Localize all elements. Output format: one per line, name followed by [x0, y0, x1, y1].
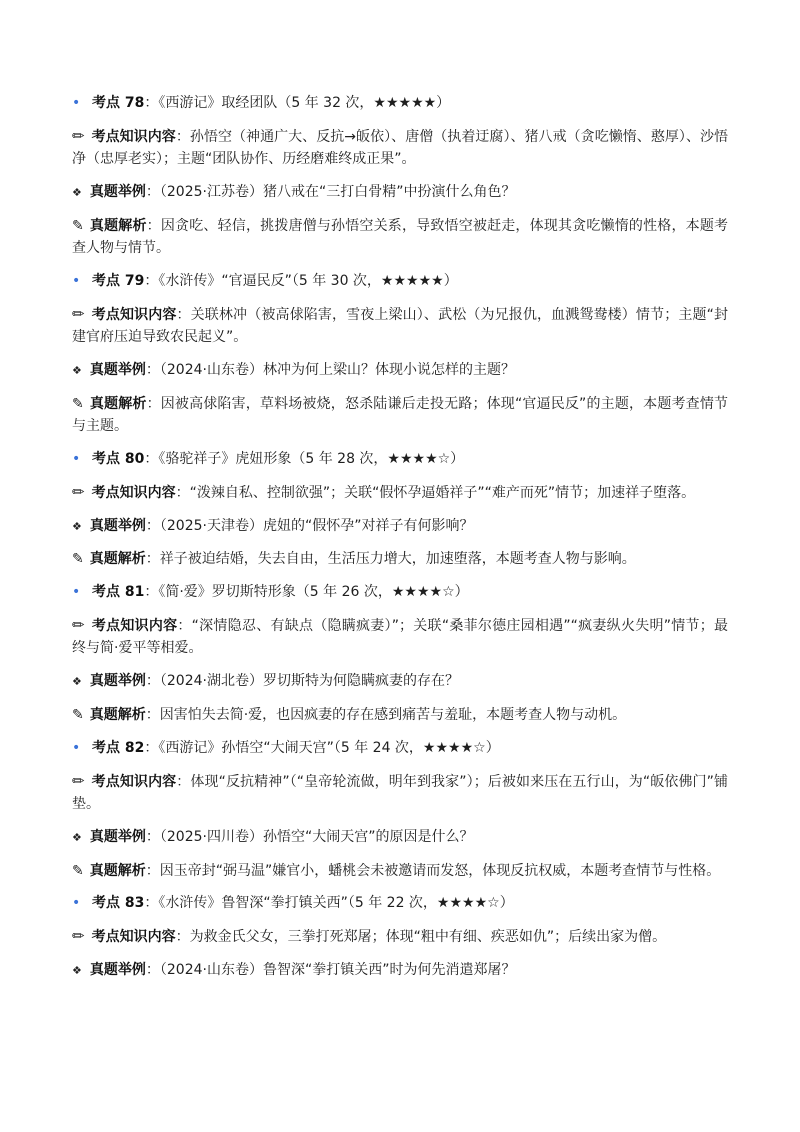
label-colon: ：: [144, 739, 159, 756]
topic-label: 考点 79: [92, 273, 145, 289]
label-colon: ：: [145, 862, 160, 879]
label-colon: ：: [146, 217, 161, 234]
label-colon: ：: [175, 929, 190, 946]
topic-label: 考点 80: [92, 451, 145, 467]
label-colon: ：: [145, 362, 160, 378]
analysis-text: 因害怕失去简·爱，也因疯妻的存在感到痛苦与羞耻，本题考查人物与动机。: [159, 706, 627, 723]
bullet-icon: •: [72, 584, 81, 601]
label-colon: ：: [144, 95, 159, 111]
example-label: 真题举例: [89, 828, 146, 845]
example-label: 真题举例: [89, 517, 146, 534]
label-colon: ：: [144, 895, 159, 912]
label-colon: ：: [176, 773, 191, 790]
knowledge-label: 考点知识内容: [91, 773, 177, 790]
knowledge-label: 考点知识内容: [91, 929, 176, 946]
knowledge-label: 考点知识内容: [91, 128, 176, 145]
pencil-icon: ✏: [72, 615, 85, 634]
diamond-icon: ❖: [72, 675, 82, 689]
topic-heading: [72, 448, 728, 470]
diamond-icon: ❖: [72, 186, 82, 199]
example-label: 真题举例: [89, 184, 146, 200]
topic-heading: [72, 892, 728, 914]
topic-block-83: [72, 892, 728, 982]
label-colon: ：: [175, 484, 190, 501]
knowledge-paragraph: [72, 125, 728, 171]
label-colon: ：: [145, 706, 160, 723]
example-text: （2025·四川卷）孙悟空“大闹天宫”的原因是什么？: [159, 828, 474, 845]
knowledge-paragraph: [72, 481, 728, 504]
analysis-text: 因被高俅陷害，草料场被烧，怒杀陆谦后走投无路；体现“官逼民反”的主题，本题考查情节与主题。: [72, 395, 728, 435]
pencil-icon: ✏: [72, 482, 85, 501]
topic-title: 《骆驼祥子》虎妞形象（5 年 28 次，★★★★☆）: [158, 451, 465, 467]
label-colon: ：: [145, 551, 160, 568]
example-text: （2025·天津卷）虎妞的“假怀孕”对祥子有何影响？: [159, 517, 474, 534]
knowledge-text: 为救金氏父女，三拳打死郑屠；体现“粗中有细、疾恶如仇”；后续出家为僧。: [189, 929, 667, 946]
topic-title: 《西游记》孙悟空“大闹天宫”（5 年 24 次，★★★★☆）: [158, 739, 500, 756]
label-colon: ：: [144, 584, 159, 601]
analysis-label: 真题解析: [89, 395, 147, 412]
topic-label: 考点 83: [92, 895, 145, 912]
pencil-icon: ✏: [72, 927, 85, 946]
example-paragraph: [72, 959, 728, 982]
bullet-icon: •: [72, 273, 81, 289]
document-page: [72, 92, 728, 993]
example-text: （2024·湖北卷）罗切斯特为何隐瞒疯妻的存在？: [159, 673, 459, 690]
pencil-icon: ✎: [72, 706, 84, 723]
example-paragraph: [72, 181, 728, 204]
analysis-text: 因玉帝封“弼马温”嫌官小，蟠桃会未被邀请而发怒，体现反抗权威，本题考查情节与性格。: [159, 862, 721, 879]
diamond-icon: ❖: [72, 364, 82, 377]
example-paragraph: [72, 670, 728, 693]
bullet-icon: •: [72, 739, 81, 756]
topic-block-79: [72, 270, 728, 438]
knowledge-paragraph: [72, 925, 728, 948]
topic-title: 《水浒传》“官逼民反”（5 年 30 次，★★★★★）: [158, 273, 458, 289]
pencil-icon: ✎: [72, 551, 84, 568]
topic-block-81: [72, 581, 728, 726]
label-colon: ：: [145, 517, 160, 534]
topic-label: 考点 81: [92, 584, 145, 601]
bullet-icon: •: [72, 95, 81, 111]
pencil-icon: ✏: [72, 126, 85, 145]
label-colon: ：: [145, 184, 160, 200]
topic-title: 《水浒传》鲁智深“拳打镇关西”（5 年 22 次，★★★★☆）: [158, 895, 514, 912]
label-colon: ：: [145, 828, 160, 845]
example-paragraph: [72, 515, 728, 538]
label-colon: ：: [144, 273, 159, 289]
pencil-icon: ✎: [72, 395, 84, 412]
example-text: （2025·江苏卷）猪八戒在“三打白骨精”中扮演什么角色？: [159, 184, 516, 200]
label-colon: ：: [177, 617, 192, 634]
analysis-paragraph: [72, 704, 728, 726]
pencil-icon: ✏: [72, 771, 85, 790]
topic-block-80: [72, 448, 728, 571]
analysis-label: 真题解析: [89, 217, 147, 234]
analysis-paragraph: [72, 215, 728, 260]
pencil-icon: ✎: [72, 862, 84, 879]
label-colon: ：: [144, 451, 159, 467]
diamond-icon: ❖: [72, 519, 82, 533]
knowledge-text: 关联林冲（被高俅陷害，雪夜上梁山）、武松（为兄报仇，血溅鸳鸯楼）情节；主题“封建官府压迫导致农民起义”。: [72, 306, 728, 346]
topic-label: 考点 82: [92, 739, 145, 756]
topic-title: 《简·爱》罗切斯特形象（5 年 26 次，★★★★☆）: [158, 584, 469, 601]
analysis-paragraph: [72, 548, 728, 570]
label-colon: ：: [176, 306, 191, 323]
example-paragraph: [72, 359, 728, 382]
label-colon: ：: [145, 673, 160, 690]
bullet-icon: •: [72, 895, 81, 912]
example-label: 真题举例: [89, 362, 146, 378]
pencil-icon: ✎: [72, 217, 84, 234]
label-colon: ：: [175, 128, 190, 145]
label-colon: ：: [145, 961, 160, 978]
topic-heading: [72, 92, 728, 114]
topic-block-82: [72, 737, 728, 882]
knowledge-text: 孙悟空（神通广大、反抗→皈依）、唐僧（执着迂腐）、猪八戒（贪吃懒惰、憨厚）、沙悟净（忠厚老实）；主题“团队协作、历经磨难终成正果”。: [72, 128, 729, 168]
example-text: （2024·山东卷）鲁智深“拳打镇关西”时为何先消遣郑屠？: [159, 961, 516, 978]
knowledge-label: 考点知识内容: [91, 306, 177, 323]
example-label: 真题举例: [89, 961, 146, 978]
pencil-icon: ✏: [72, 304, 85, 323]
knowledge-label: 考点知识内容: [91, 617, 178, 634]
analysis-text: 因贪吃、轻信，挑拨唐僧与孙悟空关系，导致悟空被赶走，体现其贪吃懒惰的性格，本题考查人物与情节。: [72, 217, 729, 257]
analysis-label: 真题解析: [89, 551, 146, 568]
bullet-icon: •: [72, 451, 81, 467]
label-colon: ：: [146, 395, 161, 412]
example-text: （2024·山东卷）林冲为何上梁山？体现小说怎样的主题？: [159, 362, 515, 378]
analysis-text: 祥子被迫结婚，失去自由，生活压力增大，加速堕落，本题考查人物与影响。: [159, 551, 636, 568]
knowledge-text: 体现“反抗精神”（“皇帝轮流做，明年到我家”）；后被如来压在五行山，为“皈依佛门”铺垫。: [72, 773, 729, 812]
analysis-paragraph: [72, 393, 728, 438]
knowledge-paragraph: [72, 614, 728, 660]
example-label: 真题举例: [89, 673, 146, 690]
knowledge-label: 考点知识内容: [91, 484, 176, 501]
analysis-label: 真题解析: [89, 706, 146, 723]
topic-block-78: [72, 92, 728, 260]
diamond-icon: ❖: [72, 963, 82, 977]
example-paragraph: [72, 826, 728, 849]
knowledge-paragraph: [72, 770, 728, 816]
topic-heading: [72, 581, 728, 603]
analysis-label: 真题解析: [89, 862, 146, 879]
diamond-icon: ❖: [72, 830, 82, 844]
topic-title: 《西游记》取经团队（5 年 32 次，★★★★★）: [158, 95, 451, 111]
analysis-paragraph: [72, 860, 728, 882]
topic-label: 考点 78: [92, 95, 145, 111]
knowledge-paragraph: [72, 303, 728, 349]
topic-heading: [72, 737, 728, 759]
knowledge-text: “深情隐忍、有缺点（隐瞒疯妻）”；关联“桑菲尔德庄园相遇”“疯妻纵火失明”情节；最终与简·爱平等相爱。: [72, 617, 729, 657]
knowledge-text: “泼辣自私、控制欲强”；关联“假怀孕逼婚祥子”“难产而死”情节；加速祥子堕落。: [189, 484, 696, 501]
topic-heading: [72, 270, 728, 292]
